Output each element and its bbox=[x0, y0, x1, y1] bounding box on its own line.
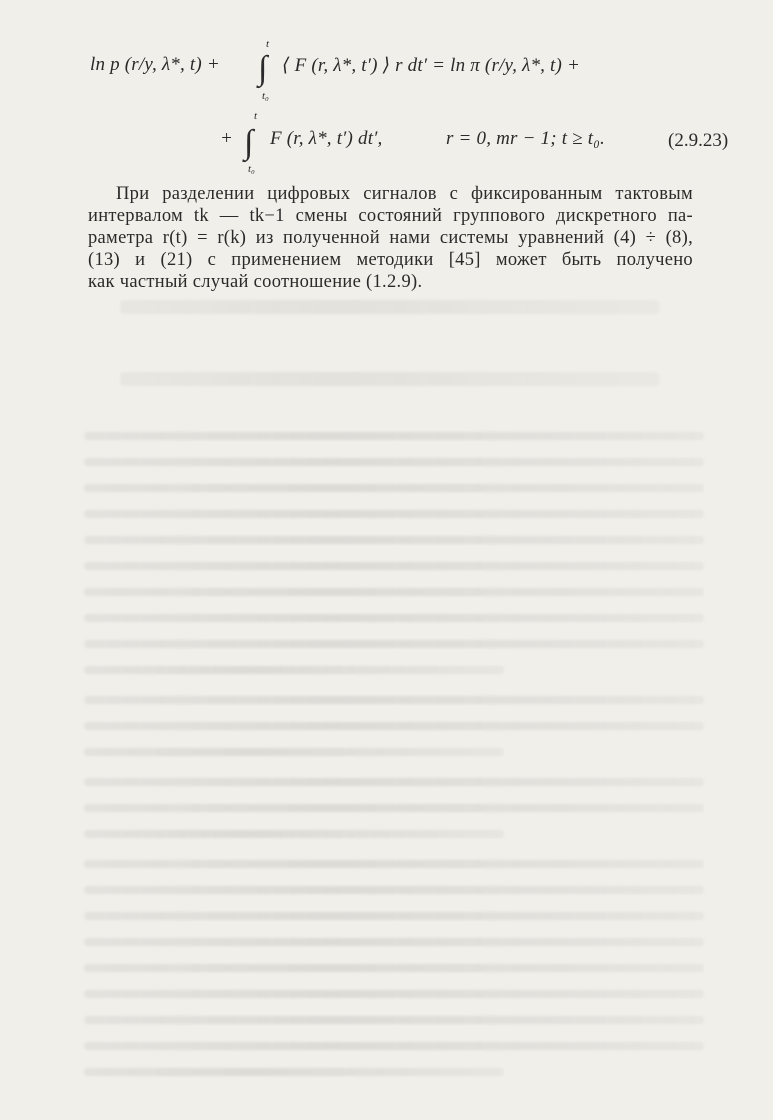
equation-line-1-integrand: ⟨ F (r, λ*, t′) ⟩ r dt′ = ln π (r/y, λ*, t) + bbox=[282, 55, 581, 76]
equation-line-2-prefix: + bbox=[220, 128, 234, 149]
body-paragraph bbox=[88, 183, 693, 293]
integral-1-lower-limit: t₀ bbox=[262, 90, 269, 102]
equation-number: (2.9.23) bbox=[668, 130, 729, 151]
integral-2-upper-limit: t bbox=[254, 110, 258, 122]
integral-sign-2: ∫ bbox=[244, 124, 254, 161]
paragraph-line-3: раметра r(t) = r(k) из полученной нами системы уравнений (4) ÷ (8), bbox=[88, 228, 693, 248]
integral-1-upper-limit: t bbox=[266, 38, 270, 50]
paragraph-line-4: (13) и (21) с применением методики [45] может быть получено bbox=[88, 250, 693, 270]
integral-2-lower-limit: t₀ bbox=[248, 163, 255, 175]
equation-line-2-integrand: F (r, λ*, t′) dt′, bbox=[270, 128, 383, 149]
equation-lhs: ln p (r/y, λ*, t) + bbox=[90, 54, 220, 75]
equation-line-1 bbox=[90, 54, 220, 76]
paragraph-line-1: При разделении цифровых сигналов с фиксированным тактовым bbox=[116, 184, 693, 204]
paragraph-line-2: интервалом tk — tk−1 смены состояний группового дискретного па- bbox=[88, 206, 693, 226]
integral-sign-1: ∫ bbox=[258, 50, 268, 87]
paragraph-line-5: как частный случай соотношение (1.2.9). bbox=[88, 272, 423, 292]
equation-condition: r = 0, mr − 1; t ≥ t₀. bbox=[446, 128, 605, 149]
